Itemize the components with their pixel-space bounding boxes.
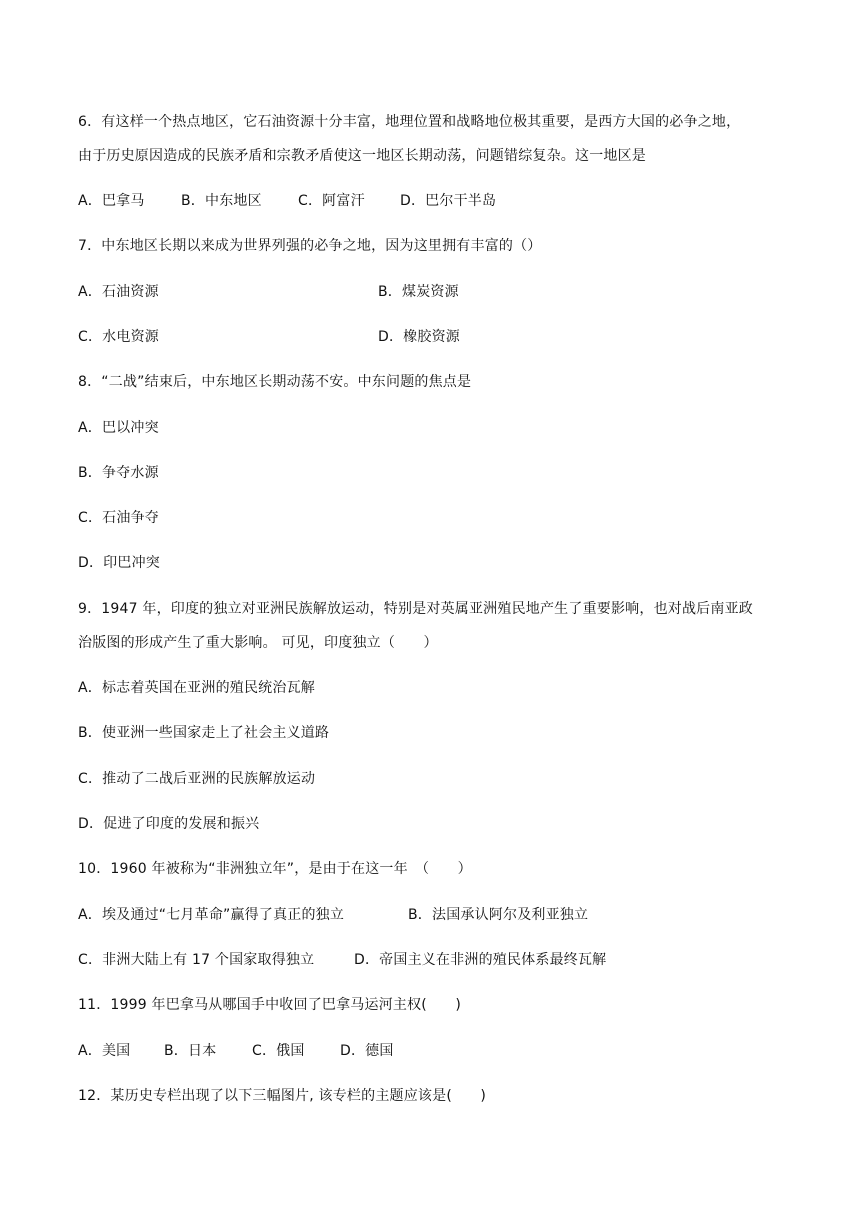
question-6-stem-line-1: 6．有这样一个热点地区，它石油资源十分丰富，地理位置和战略地位极其重要，是西方大国的必争之地， [78, 114, 741, 130]
question-6-option-d: D．巴尔干半岛 [400, 193, 497, 209]
question-7-option-d: D．橡胶资源 [378, 329, 460, 345]
question-10-option-b: B．法国承认阿尔及利亚独立 [408, 907, 589, 923]
question-7-stem: 7．中东地区长期以来成为世界列强的必争之地，因为这里拥有丰富的（） [78, 238, 542, 254]
question-6-option-c: C．阿富汗 [298, 193, 365, 209]
question-11-option-c: C．俄国 [252, 1043, 305, 1059]
question-10-option-d: D．帝国主义在非洲的殖民体系最终瓦解 [354, 952, 607, 968]
question-7-option-c: C．水电资源 [78, 329, 159, 345]
question-9-option-a: A．标志着英国在亚洲的殖民统治瓦解 [78, 680, 315, 696]
question-9-option-c: C．推动了二战后亚洲的民族解放运动 [78, 771, 316, 787]
question-6-option-b: B．中东地区 [181, 193, 262, 209]
question-6-option-a: A．巴拿马 [78, 193, 145, 209]
question-11-option-d: D．德国 [340, 1043, 394, 1059]
question-8-stem: 8．“二战”结束后，中东地区长期动荡不安。中东问题的焦点是 [78, 374, 472, 390]
question-12-stem: 12．某历史专栏出现了以下三幅图片, 该专栏的主题应该是( ) [78, 1088, 487, 1104]
question-8-option-b: B．争夺水源 [78, 465, 159, 481]
question-7-option-a: A．石油资源 [78, 284, 159, 300]
question-9-option-d: D．促进了印度的发展和振兴 [78, 816, 260, 832]
question-11-stem: 11．1999 年巴拿马从哪国手中收回了巴拿马运河主权( ) [78, 997, 462, 1013]
question-9-option-b: B．使亚洲一些国家走上了社会主义道路 [78, 725, 330, 741]
question-6-stem-line-2: 由于历史原因造成的民族矛盾和宗教矛盾使这一地区长期动荡，问题错综复杂。这一地区是 [78, 148, 646, 164]
question-10-stem: 10．1960 年被称为“非洲独立年”，是由于在这一年 （ ） [78, 861, 472, 877]
question-8-option-c: C．石油争夺 [78, 510, 159, 526]
question-8-option-d: D．印巴冲突 [78, 555, 160, 571]
question-10-option-a: A．埃及通过“七月革命”赢得了真正的独立 [78, 907, 345, 923]
question-8-option-a: A．巴以冲突 [78, 420, 159, 436]
question-11-option-b: B．日本 [164, 1043, 217, 1059]
question-9-stem-line-2: 治版图的形成产生了重大影响。 可见，印度独立（ ） [78, 635, 438, 651]
question-10-option-c: C．非洲大陆上有 17 个国家取得独立 [78, 952, 315, 968]
question-11-option-a: A．美国 [78, 1043, 131, 1059]
question-9-stem-line-1: 9．1947 年，印度的独立对亚洲民族解放运动，特别是对英属亚洲殖民地产生了重要影响，也对战后南亚政 [78, 601, 753, 617]
question-7-option-b: B．煤炭资源 [378, 284, 459, 300]
